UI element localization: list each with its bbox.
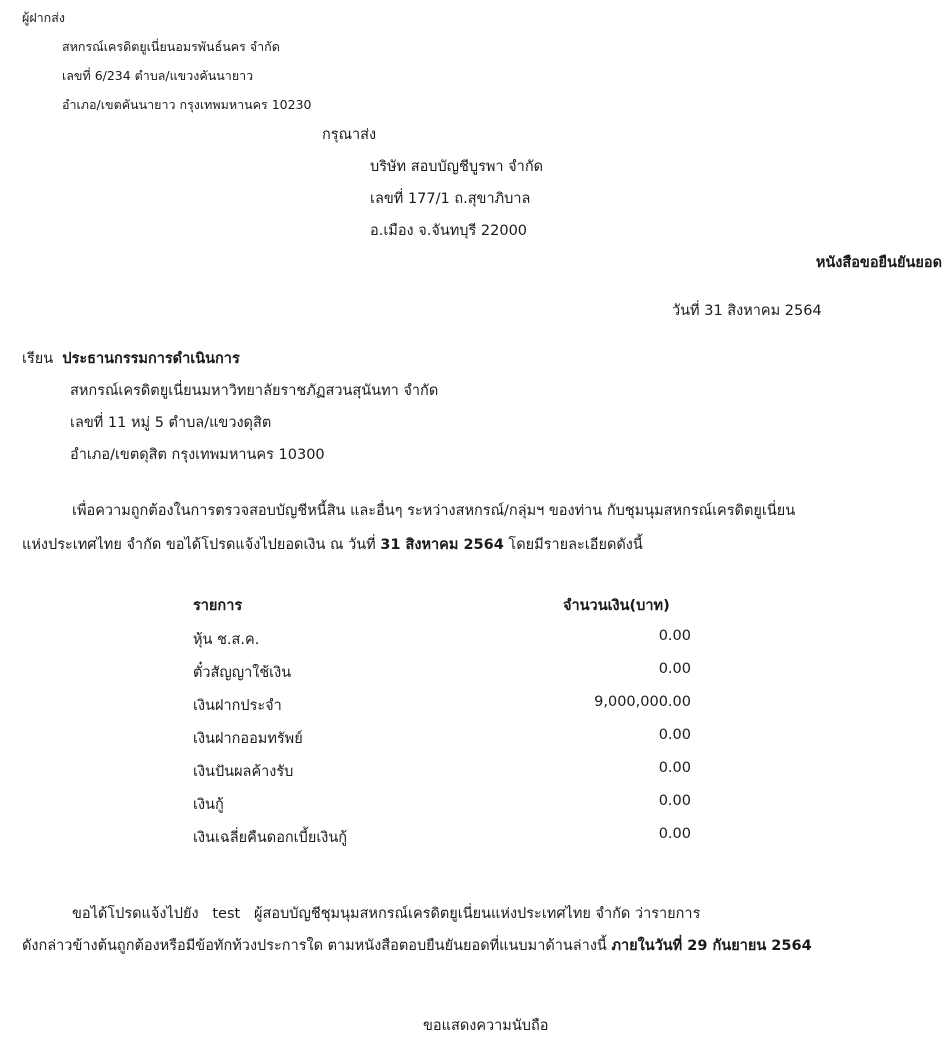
paragraph-1-line-1: เพื่อความถูกต้องในการตรวจสอบบัญชีหนี้สิน และอื่นๆ ระหว่างสหกรณ์/กลุ่มฯ ของท่าน กับชุมนุมสหกรณ์เครดิตยูเนี่ยน xyxy=(72,503,796,519)
sender-address-line1: เลขที่ 6/234 ตำบล/แขวงคันนายาว xyxy=(62,68,254,83)
recipient-name: บริษัท สอบบัญชีบูรพา จำกัด xyxy=(370,159,544,175)
recipient-address-line2: อ.เมือง จ.จันทบุรี 22000 xyxy=(370,223,528,239)
table-header-amount: จำนวนเงิน(บาท) xyxy=(563,598,670,614)
table-cell-item: เงินเฉลี่ยคืนดอกเบี้ยเงินกู้ xyxy=(193,830,348,846)
recipient-label: กรุณาส่ง xyxy=(322,127,377,143)
org-name: สหกรณ์เครดิตยูเนี่ยนมหาวิทยาลัยราชภัฏสวนสุนันทา จำกัด xyxy=(70,383,439,399)
table-cell-amount: 0.00 xyxy=(658,661,691,677)
table-cell-item: เงินปันผลค้างรับ xyxy=(193,764,294,780)
paragraph-1-text: แห่งประเทศไทย จำกัด ขอได้โปรดแจ้งไปยอดเงิน ณ วันที่ xyxy=(22,537,381,553)
table-cell-amount: 0.00 xyxy=(658,826,691,842)
sender-name: สหกรณ์เครดิตยูเนี่ยนอมรพันธ์นคร จำกัด xyxy=(62,39,280,54)
org-address-line1: เลขที่ 11 หมู่ 5 ตำบล/แขวงดุสิต xyxy=(70,415,272,431)
table-cell-amount: 0.00 xyxy=(658,760,691,776)
sender-address-line2: อำเภอ/เขตคันนายาว กรุงเทพมหานคร 10230 xyxy=(62,97,312,112)
closing: ขอแสดงความนับถือ xyxy=(423,1018,549,1034)
table-cell-item: เงินฝากประจำ xyxy=(193,698,282,714)
balance-date: 31 สิงหาคม 2564 xyxy=(380,537,504,553)
table-cell-item: ตั๋วสัญญาใช้เงิน xyxy=(193,665,292,681)
paragraph-2-text: ขอได้โปรดแจ้งไปยัง xyxy=(72,906,199,922)
table-cell-item: เงินฝากออมทรัพย์ xyxy=(193,731,303,747)
recipient-address-line1: เลขที่ 177/1 ถ.สุขาภิบาล xyxy=(370,191,531,207)
table-cell-amount: 0.00 xyxy=(658,793,691,809)
table-cell-amount: 0.00 xyxy=(658,727,691,743)
paragraph-2-line-1 xyxy=(72,902,700,925)
paragraph-2-line-2-text: ดังกล่าวข้างต้นถูกต้องหรือมีข้อทักท้วงประการใด ตามหนังสือตอบยืนยันยอดที่แนบมาด้านล่างนี้ xyxy=(22,938,612,954)
paragraph-1-line-2 xyxy=(22,533,643,556)
org-address-line2: อำเภอ/เขตดุสิต กรุงเทพมหานคร 10300 xyxy=(70,447,325,463)
paragraph-1-tail: โดยมีรายละเอียดดังนี้ xyxy=(503,537,643,553)
paragraph-2-line-2 xyxy=(22,934,812,957)
table-cell-item: เงินกู้ xyxy=(193,797,224,813)
reply-deadline: ภายในวันที่ 29 กันยายน 2564 xyxy=(611,938,812,954)
salutation xyxy=(22,347,240,370)
table-cell-amount: 9,000,000.00 xyxy=(594,694,691,710)
table-header-item: รายการ xyxy=(193,598,243,614)
table-cell-item: หุ้น ช.ส.ค. xyxy=(193,632,260,648)
auditor-name: test xyxy=(212,906,241,922)
letter-date: วันที่ 31 สิงหาคม 2564 xyxy=(672,303,822,319)
sender-label: ผู้ฝากส่ง xyxy=(22,10,65,25)
letter-title: หนังสือขอยืนยันยอด xyxy=(815,255,942,271)
paragraph-2-tail: ผู้สอบบัญชีชุมนุมสหกรณ์เครดิตยูเนี่ยนแห่งประเทศไทย จำกัด ว่ารายการ xyxy=(254,906,701,922)
salutation-recipient: ประธานกรรมการดำเนินการ xyxy=(62,351,240,367)
table-cell-amount: 0.00 xyxy=(658,628,691,644)
salutation-label: เรียน xyxy=(22,351,54,367)
